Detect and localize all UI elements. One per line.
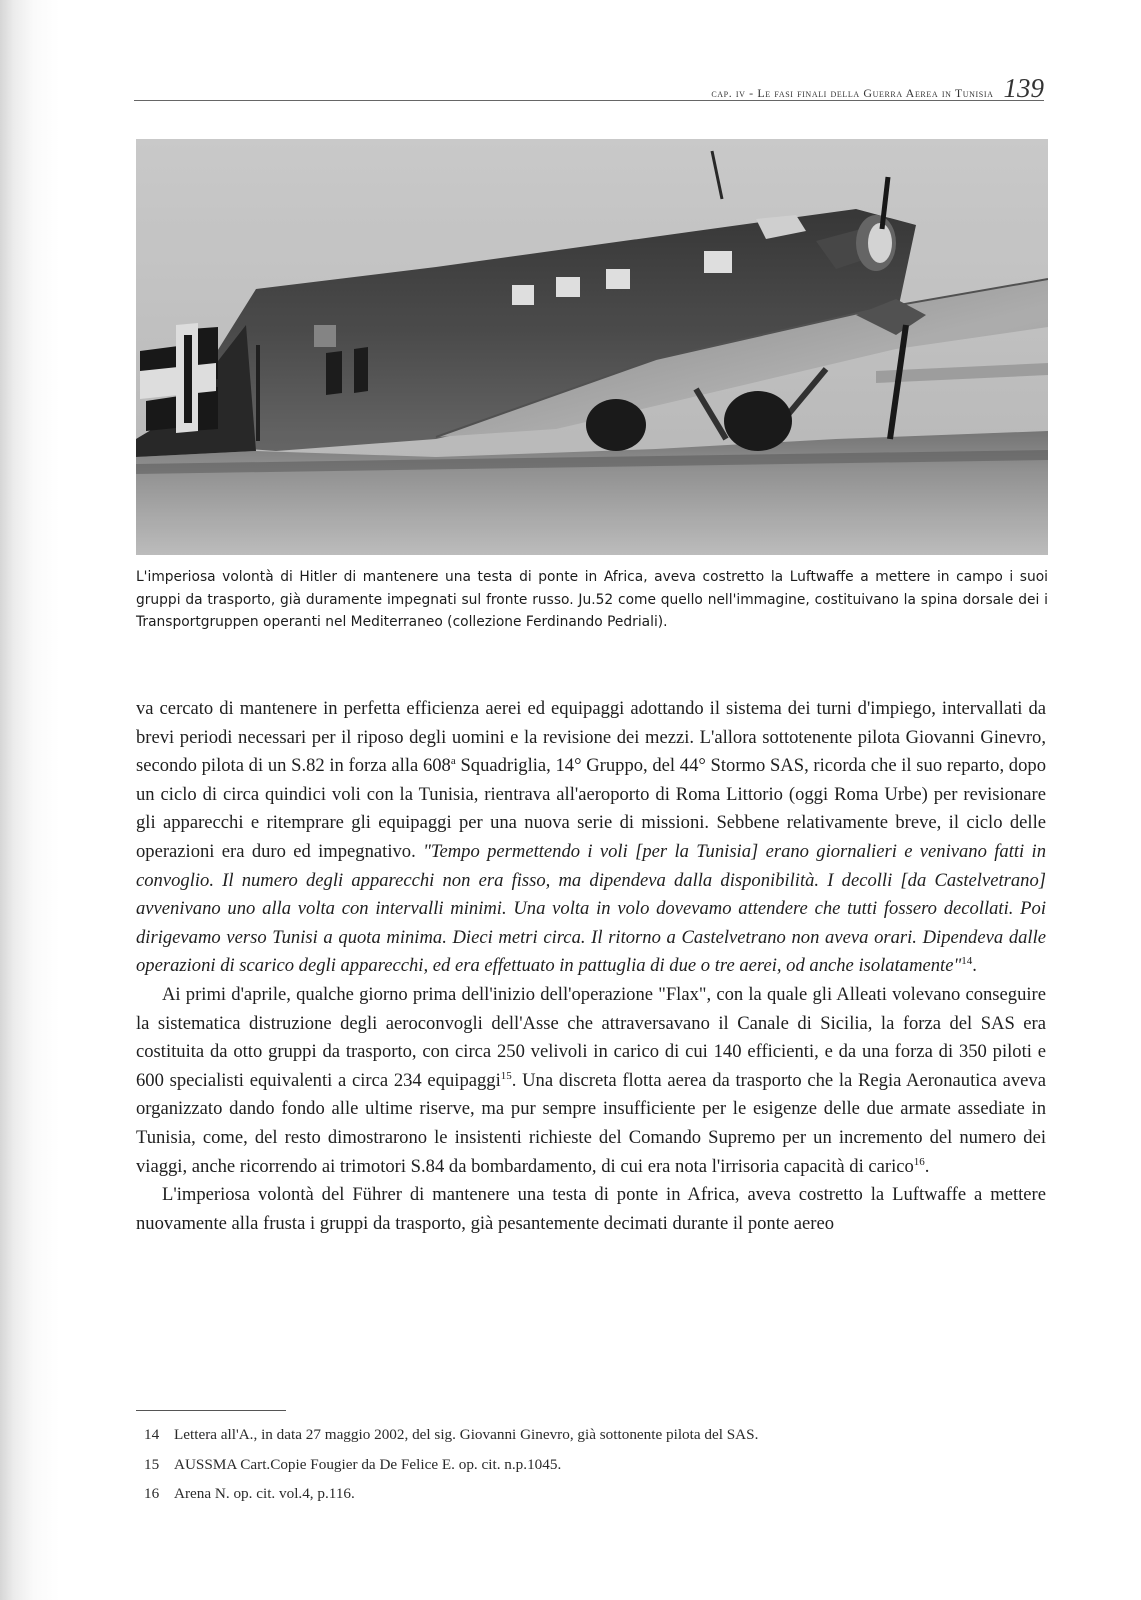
footnote-number: 14 xyxy=(144,1426,160,1443)
footnote-number: 15 xyxy=(144,1455,160,1473)
page-number: 139 xyxy=(1003,73,1044,103)
paragraph-3: L'imperiosa volontà del Führer di mantenere una testa di ponte in Africa, aveva costretto la Luftwaffe a mettere nuovamente alla frusta i gruppi da trasporto, già pesantemente decimati durante il ponte aereo xyxy=(136,1184,1046,1234)
footnote-text: Lettera all'A., in data 27 maggio 2002, del sig. Giovanni Ginevro, già sottonente pilota del SAS. xyxy=(174,1426,759,1443)
footnote-text: Arena N. op. cit. vol.4, p.116. xyxy=(174,1485,355,1502)
paragraph-2-text-b: . Una discreta flotta aerea da trasporto che la Regia Aeronautica aveva organizzato dando fondo alle ultime riserve, ma pur sempre insufficiente per le esigenze delle due armate assediate in Tunisia, come, del resto dimostrarono le insistenti richieste del Comando Supremo per un incremento del numero dei viaggi, anche ricorrendo ai trimotori S.84 da bombardamento, di cui era nota l'irrisoria capacità di carico xyxy=(136,1069,1046,1177)
ordinal-superscript: a xyxy=(450,755,456,767)
aircraft-photo xyxy=(136,139,1048,555)
paragraph-1-text-a: va cercato di mantenere in perfetta efficienza aerei ed equipaggi adottando il sistema dei turni d'impiego, intervallati da brevi periodi necessari per il riposo degli uomini e la revisione dei mezzi. L'allora sottotenente pilota Giovanni Ginevro, secondo pilota di un S.82 in forza alla 608 xyxy=(136,698,1046,777)
paragraph-1-end: . xyxy=(972,955,977,977)
paragraph-2-text-a: Ai primi d'aprile, qualche giorno prima dell'inizio dell'operazione "Flax", con la quale gli Alleati volevano conseguire la sistematica distruzione degli aeroconvogli dell'Asse che attraversavano il Canale di Sicilia, la forza del SAS era costituita da otto gruppi da trasporto, con circa 250 velivoli in carico di cui 140 efficienti, e da una forza di 350 piloti e 600 specialisti equivalenti a circa 234 equipaggi xyxy=(136,983,1046,1091)
figure-caption: L'imperiosa volontà di Hitler di mantenere una testa di ponte in Africa, aveva costretto la Luftwaffe a mettere in campo i suoi gruppi da trasporto, già duramente impegnati sul fronte russo. Ju.52 come quello nell'immagine, costituivano la spina dorsale dei i Transportgruppen operanti nel Mediterraneo (collezione Ferdinando Pedriali). xyxy=(136,569,1048,630)
paragraph-1-quote: "Tempo permettendo i voli [per la Tunisia] erano giornalieri e venivano fatti in convoglio. Il numero degli apparecchi non era fisso, ma dipendeva dalla disponibilità. I decolli [da Castelvetrano] avvenivano uno alla volta con intervalli minimi. Una volta in volo dovevamo attendere che tutti fossero decollati. Poi dirigevamo verso Tunisi a quota minima. Dieci metri circa. Il ritorno a Castelvetrano non aveva orari. Dipendeva dalle operazioni di scarico degli apparecchi, ed era effettuato in pattuglia di due o tre aerei, od anche isolatamente" xyxy=(136,840,1046,977)
footnotes xyxy=(144,1420,1044,1509)
footnote-14 xyxy=(144,1420,1044,1450)
ju52-photo-illustration xyxy=(136,139,1048,555)
running-title: cap. iv - Le fasi finali della Guerra Aerea in Tunisia xyxy=(711,86,994,100)
running-header xyxy=(134,70,1044,101)
footnote-ref-15: 15 xyxy=(500,1069,512,1082)
footnote-ref-16: 16 xyxy=(913,1155,925,1168)
footnote-number: 16 xyxy=(144,1485,160,1502)
footnote-16 xyxy=(144,1479,1044,1509)
paragraph-2 xyxy=(136,981,1046,1181)
paragraph-1-text-b: Squadriglia, 14° Gruppo, del 44° Stormo SAS, ricorda che il suo reparto, dopo un ciclo di circa quindici voli con la Tunisia, rientrava all'aeroporto di Roma Littorio (oggi Roma Urbe) per revisionare gli apparecchi e ritemprare gli equipaggi per una nuova serie di missioni. Sebbene relativamente breve, il ciclo delle operazioni era duro ed impegnativo. xyxy=(136,755,1046,862)
footnote-divider xyxy=(136,1410,286,1411)
paragraph-2-end: . xyxy=(924,1155,930,1177)
footnote-text: AUSSMA Cart.Copie Fougier da De Felice E. op. cit. n.p.1045. xyxy=(174,1455,562,1473)
body-text xyxy=(136,695,1046,1238)
paragraph-1 xyxy=(136,695,1046,981)
footnote-ref-14: 14 xyxy=(961,955,973,968)
footnote-15 xyxy=(144,1450,1044,1480)
